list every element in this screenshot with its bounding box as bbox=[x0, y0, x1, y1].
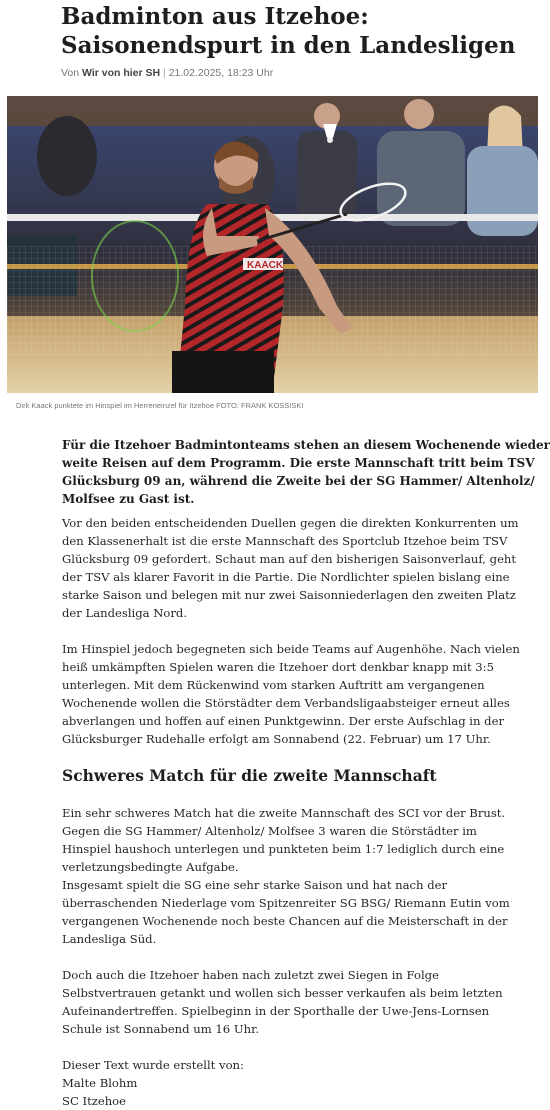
article-lead bbox=[62, 436, 550, 508]
lead-line: Molfsee zu Gast ist. bbox=[62, 492, 195, 506]
shirt-sponsor-text: KAACK bbox=[247, 260, 284, 271]
paragraph-line: abverlangen und hoffen auf einen Punktgewinn. Der erste Aufschlag in der bbox=[62, 714, 504, 728]
paragraph-line: der Landesliga Nord. bbox=[62, 606, 188, 620]
article-body bbox=[62, 436, 550, 1110]
paragraph-line: den Klassenerhalt ist die erste Mannschaft des Sportclub Itzehoe beim TSV bbox=[62, 534, 508, 548]
paragraph-line: Ein sehr schweres Match hat die zweite Mannschaft des SCI vor der Brust. bbox=[62, 806, 506, 820]
paragraph-line: Landesliga Süd. bbox=[62, 932, 157, 946]
paragraph-line: heiß umkämpften Spielen waren die Itzehoer dort denkbar knapp mit 3:5 bbox=[62, 660, 494, 674]
paragraph-1 bbox=[62, 514, 519, 622]
paragraph-3 bbox=[62, 804, 510, 948]
paragraph-line: unterlegen. Mit dem Rückenwind vom starken Auftritt am vergangenen bbox=[62, 678, 485, 692]
lead-line: Glücksburg 09 an, während die Zweite bei der SG Hammer/ Altenholz/ bbox=[62, 474, 535, 488]
article-byline bbox=[61, 67, 273, 79]
author-note-name: Malte Blohm bbox=[62, 1076, 138, 1090]
paragraph-line: vergangenen Wochenende noch beste Chancen auf die Meisterschaft in der bbox=[62, 914, 508, 928]
paragraph-line: Glücksburg 09 gefordert. Schaut man auf den bisherigen Saisonverlauf, geht bbox=[62, 552, 517, 566]
paragraph-line: Gegen die SG Hammer/ Altenholz/ Molfsee 3 waren die Störstädter im bbox=[62, 824, 477, 838]
paragraph-line: Selbstvertrauen getankt und wollen sich besser verkaufen als beim letzten bbox=[62, 986, 503, 1000]
paragraph-line: der TSV als klarer Favorit in die Partie. Die Nordlichter spielen bislang eine bbox=[62, 570, 510, 584]
article-photo bbox=[7, 96, 538, 393]
paragraph-line: Hinspiel haushoch unterlegen und punkteten beim 1:7 lediglich durch eine bbox=[62, 842, 505, 856]
badminton-player-photo bbox=[7, 96, 538, 393]
paragraph-line: Wochenende wollen die Störstädter dem Verbandsligaabsteiger erneut alles bbox=[62, 696, 510, 710]
headline-line: Badminton aus Itzehoe: bbox=[61, 3, 369, 30]
photo-caption bbox=[16, 401, 303, 410]
lead-line: weite Reisen auf dem Programm. Die erste Mannschaft tritt beim TSV bbox=[62, 456, 535, 470]
headline-line: Saisonendspurt in den Landesligen bbox=[61, 32, 516, 59]
byline-author-link[interactable]: Wir von hier SH bbox=[82, 67, 161, 79]
paragraph-line: Doch auch die Itzehoer haben nach zuletzt zwei Siegen in Folge bbox=[62, 968, 439, 982]
byline-datetime: 21.02.2025, 18:23 Uhr bbox=[168, 67, 274, 79]
paragraph-line: Glücksburger Rudehalle erfolgt am Sonnabend (22. Februar) um 17 Uhr. bbox=[62, 732, 491, 746]
paragraph-2 bbox=[62, 640, 520, 748]
paragraph-line: Insgesamt spielt die SG eine sehr starke Saison und hat nach der bbox=[62, 878, 448, 892]
paragraph-line: Im Hinspiel jedoch begegneten sich beide Teams auf Augenhöhe. Nach vielen bbox=[62, 642, 520, 656]
author-note-club: SC Itzehoe bbox=[62, 1094, 127, 1108]
author-note bbox=[62, 1056, 492, 1110]
paragraph-line: Schule ist Sonnabend um 16 Uhr. bbox=[62, 1022, 260, 1036]
author-note-label: Dieser Text wurde erstellt von: bbox=[62, 1058, 244, 1072]
paragraph-line: Vor den beiden entscheidenden Duellen gegen die direkten Konkurrenten um bbox=[62, 516, 519, 530]
caption-text: Dirk Kaack punktete im Hinspiel im Herreneinzel für Itzehoe bbox=[16, 401, 214, 410]
article-subheading: Schweres Match für die zweite Mannschaft bbox=[62, 766, 437, 785]
photo-credit: FOTO: FRANK KOSSISKI bbox=[216, 401, 304, 410]
paragraph-line: Aufeinandertreffen. Spielbeginn in der Sporthalle der Uwe-Jens-Lornsen bbox=[62, 1004, 490, 1018]
paragraph-line: starke Saison und belegen mit nur zwei Saisonniederlagen den zweiten Platz bbox=[62, 588, 516, 602]
paragraph-line: verletzungsbedingte Aufgabe. bbox=[62, 860, 239, 874]
paragraph-4 bbox=[62, 966, 503, 1038]
byline-separator: | bbox=[163, 67, 166, 79]
paragraph-line: überraschenden Niederlage vom Spitzenreiter SG BSG/ Riemann Eutin vom bbox=[62, 896, 510, 910]
article-headline bbox=[61, 2, 531, 60]
byline-prefix: Von bbox=[61, 67, 80, 79]
lead-line: Für die Itzehoer Badmintonteams stehen an diesem Wochenende wieder bbox=[62, 438, 550, 452]
